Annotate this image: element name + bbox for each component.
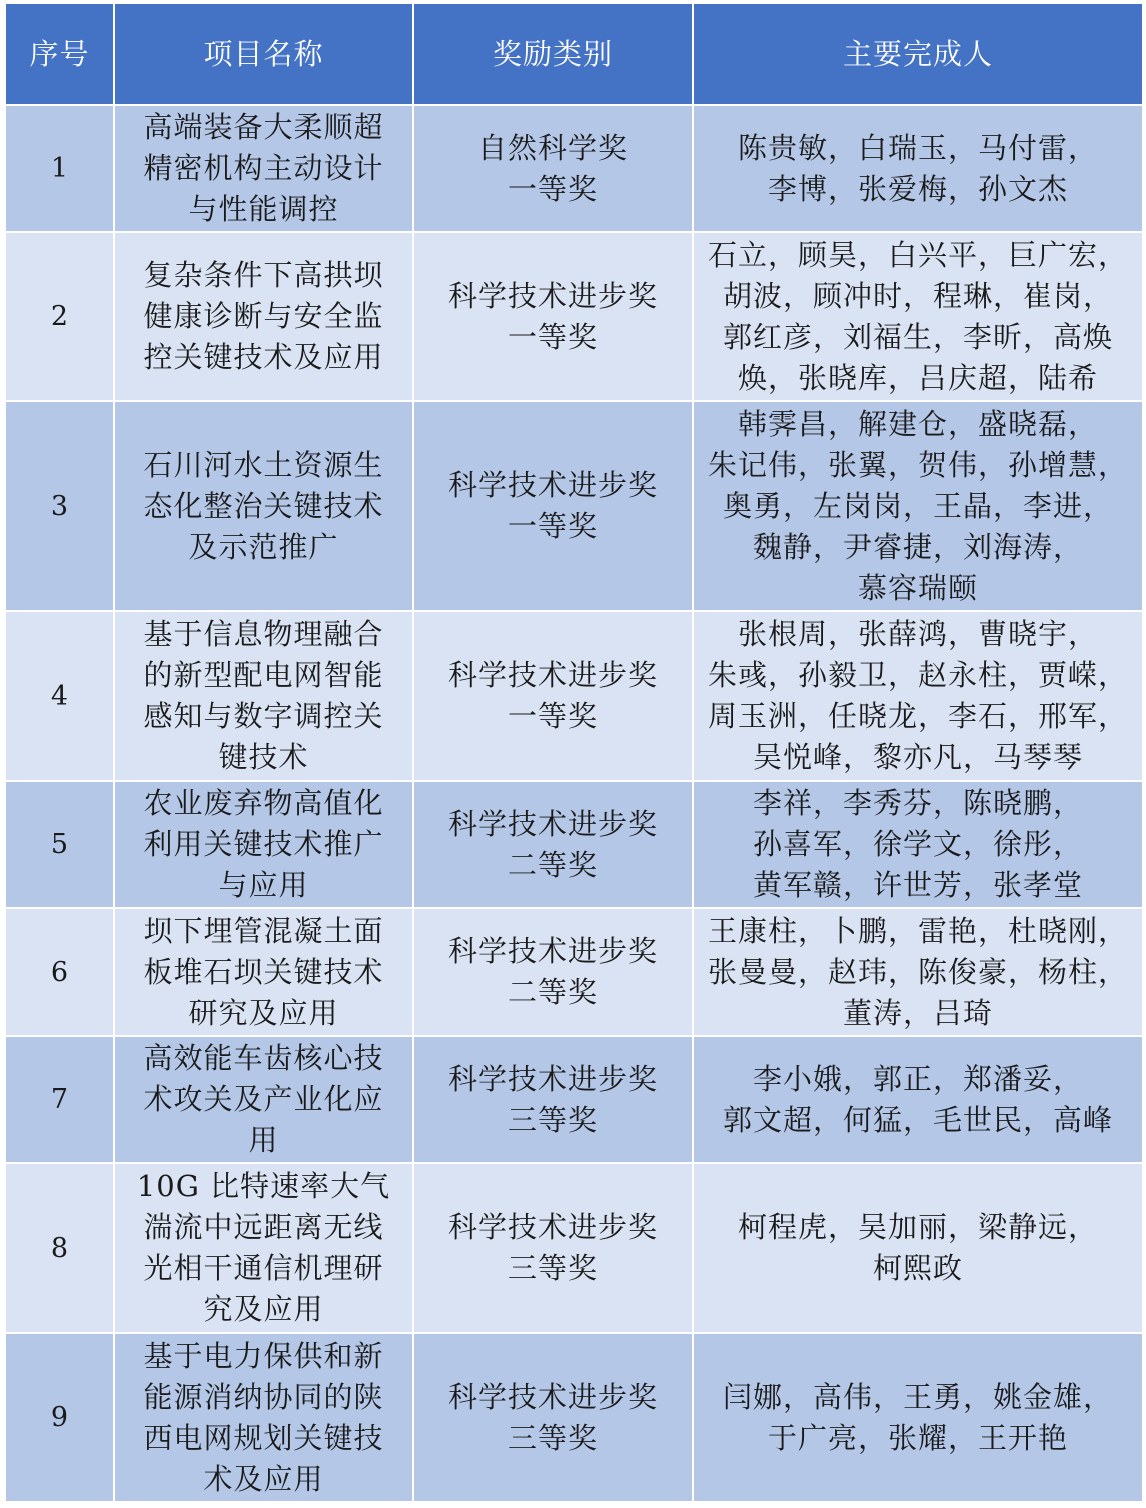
project-name-line: 石川河水土资源生 xyxy=(143,447,384,482)
row-no: 3 xyxy=(5,401,114,611)
contributors-line: 李祥，李秀芬，陈晓鹏， xyxy=(752,786,1083,820)
project-name xyxy=(114,401,413,611)
project-name-line: 10G 比特速率大气 xyxy=(136,1169,391,1203)
project-name-line: 复杂条件下高拱坝 xyxy=(143,258,384,292)
contributors xyxy=(693,611,1143,781)
contributors xyxy=(693,1333,1143,1502)
contributors-line: 柯熙政 xyxy=(872,1251,963,1285)
contributors-line: 石立，顾昊，白兴平，巨广宏， xyxy=(707,237,1128,272)
project-name-line: 控关键技术及应用 xyxy=(143,340,384,374)
project-name xyxy=(114,908,413,1036)
award-level: 三等奖 xyxy=(507,1102,598,1137)
row-no: 7 xyxy=(5,1036,114,1163)
project-name-line: 高效能车齿核心技 xyxy=(143,1041,384,1075)
award-category xyxy=(413,611,693,781)
project-name-line: 板堆石坝关键技术 xyxy=(143,954,384,989)
table-row xyxy=(5,1333,1143,1502)
project-name-line: 利用关键技术推广 xyxy=(143,827,384,861)
contributors-line: 董涛，吕琦 xyxy=(842,995,993,1030)
project-name xyxy=(114,105,413,232)
project-name-line: 坝下埋管混凝土面 xyxy=(143,913,384,948)
header-project-name: 项目名称 xyxy=(114,3,413,105)
row-no: 6 xyxy=(5,908,114,1036)
table-row xyxy=(5,611,1143,781)
project-name xyxy=(114,1333,413,1502)
project-name xyxy=(114,781,413,908)
award-type: 科学技术进步奖 xyxy=(447,1210,658,1244)
contributors-line: 李小娥，郭正，郑潘妥， xyxy=(752,1061,1083,1096)
contributors-line: 朱彧，孙毅卫，赵永柱，贾嵘， xyxy=(707,658,1128,692)
award-category xyxy=(413,232,693,401)
contributors-line: 韩霁昌，解建仓，盛晓磊， xyxy=(737,406,1098,441)
contributors xyxy=(693,401,1143,611)
award-level: 二等奖 xyxy=(507,975,598,1009)
award-category xyxy=(413,781,693,908)
row-no: 1 xyxy=(5,105,114,232)
award-level: 一等奖 xyxy=(507,171,598,206)
contributors-line: 于广亮，张耀，王开艳 xyxy=(767,1420,1068,1455)
award-level: 二等奖 xyxy=(507,847,598,882)
project-name-line: 究及应用 xyxy=(203,1292,324,1326)
award-level: 一等奖 xyxy=(507,509,598,543)
award-type: 科学技术进步奖 xyxy=(447,806,658,841)
row-no: 2 xyxy=(5,232,114,401)
row-no: 9 xyxy=(5,1333,114,1502)
project-name xyxy=(114,1163,413,1333)
header-no: 序号 xyxy=(5,3,114,105)
contributors-line: 王康柱，卜鹏，雷艳，杜晓刚， xyxy=(707,913,1128,948)
project-name-line: 术及应用 xyxy=(203,1461,324,1496)
contributors-line: 慕容瑞颐 xyxy=(857,570,978,605)
contributors-line: 胡波，顾冲时，程琳，崔岗， xyxy=(722,278,1113,313)
header-award-category: 奖励类别 xyxy=(413,3,693,105)
award-type: 科学技术进步奖 xyxy=(447,1379,658,1414)
table-row xyxy=(5,1036,1143,1163)
project-name-line: 精密机构主动设计 xyxy=(143,151,384,185)
row-no: 4 xyxy=(5,611,114,781)
award-category xyxy=(413,1036,693,1163)
contributors-line: 孙喜军，徐学文，徐彤， xyxy=(752,827,1083,861)
project-name-line: 高端装备大柔顺超 xyxy=(143,110,384,144)
header-main-contributors: 主要完成人 xyxy=(693,3,1143,105)
project-name-line: 键技术 xyxy=(218,740,309,774)
award-level: 三等奖 xyxy=(507,1420,598,1455)
project-name-line: 健康诊断与安全监 xyxy=(143,299,384,333)
project-name-line: 及示范推广 xyxy=(188,529,339,564)
contributors-line: 郭文超，何猛，毛世民，高峰 xyxy=(722,1102,1113,1137)
row-no: 8 xyxy=(5,1163,114,1333)
contributors-line: 吴悦峰，黎亦凡，马琴琴 xyxy=(752,740,1083,774)
contributors-line: 焕，张晓库，吕庆超，陆希 xyxy=(737,360,1098,395)
project-name xyxy=(114,611,413,781)
contributors xyxy=(693,1163,1143,1333)
table-row xyxy=(5,105,1143,232)
contributors-line: 李博，张爱梅，孙文杰 xyxy=(767,171,1068,206)
award-level: 一等奖 xyxy=(507,319,598,354)
table-body xyxy=(5,105,1143,1502)
contributors xyxy=(693,105,1143,232)
project-name-line: 基于电力保供和新 xyxy=(143,1338,384,1373)
project-name-line: 能源消纳协同的陕 xyxy=(143,1379,384,1414)
project-name-line: 用 xyxy=(248,1123,279,1157)
project-name xyxy=(114,232,413,401)
header-row xyxy=(5,3,1143,105)
contributors-line: 柯程虎，吴加丽，梁静远， xyxy=(737,1210,1098,1244)
award-type: 科学技术进步奖 xyxy=(447,934,658,968)
project-name-line: 感知与数字调控关 xyxy=(143,699,384,733)
project-name-line: 基于信息物理融合 xyxy=(143,617,384,651)
contributors-line: 朱记伟，张翼，贺伟，孙增慧， xyxy=(707,447,1128,482)
award-type: 科学技术进步奖 xyxy=(447,278,658,313)
award-category xyxy=(413,401,693,611)
award-category xyxy=(413,1163,693,1333)
project-name-line: 湍流中远距离无线 xyxy=(143,1210,384,1244)
project-name-line: 西电网规划关键技 xyxy=(143,1420,384,1455)
awards-table xyxy=(4,2,1144,1503)
row-no: 5 xyxy=(5,781,114,908)
award-category xyxy=(413,105,693,232)
project-name-line: 与应用 xyxy=(218,868,309,902)
table-header xyxy=(5,3,1143,105)
contributors xyxy=(693,1036,1143,1163)
contributors-line: 魏静，尹睿捷，刘海涛， xyxy=(752,529,1083,564)
award-level: 三等奖 xyxy=(507,1251,598,1285)
project-name-line: 态化整治关键技术 xyxy=(143,488,384,523)
award-category xyxy=(413,908,693,1036)
award-category xyxy=(413,1333,693,1502)
project-name-line: 光相干通信机理研 xyxy=(143,1251,384,1285)
project-name-line: 的新型配电网智能 xyxy=(143,658,384,692)
award-type: 自然科学奖 xyxy=(477,130,628,165)
contributors xyxy=(693,232,1143,401)
contributors-line: 陈贵敏，白瑞玉，马付雷， xyxy=(737,130,1098,165)
award-type: 科学技术进步奖 xyxy=(447,468,658,502)
contributors-line: 闫娜，高伟，王勇，姚金雄， xyxy=(722,1379,1113,1414)
project-name-line: 研究及应用 xyxy=(188,995,339,1030)
contributors xyxy=(693,908,1143,1036)
contributors-line: 周玉洲，任晓龙，李石，邢军， xyxy=(707,699,1128,733)
table-row xyxy=(5,781,1143,908)
contributors-line: 张根周，张薛鸿，曹晓宇， xyxy=(737,617,1098,651)
contributors xyxy=(693,781,1143,908)
contributors-line: 郭红彦，刘福生，李昕，高焕 xyxy=(722,319,1113,354)
project-name-line: 与性能调控 xyxy=(188,192,339,226)
project-name-line: 农业废弃物高值化 xyxy=(143,786,384,820)
award-type: 科学技术进步奖 xyxy=(447,658,658,692)
contributors-line: 黄军赣，许世芳，张孝堂 xyxy=(752,868,1083,902)
contributors-line: 奥勇，左岗岗，王晶，李进， xyxy=(722,488,1113,523)
project-name xyxy=(114,1036,413,1163)
contributors-line: 张曼曼，赵玮，陈俊豪，杨柱， xyxy=(707,954,1128,989)
award-type: 科学技术进步奖 xyxy=(447,1061,658,1096)
table-row xyxy=(5,232,1143,401)
table-row xyxy=(5,908,1143,1036)
table-row xyxy=(5,1163,1143,1333)
table-row xyxy=(5,401,1143,611)
award-level: 一等奖 xyxy=(507,699,598,733)
project-name-line: 术攻关及产业化应 xyxy=(143,1082,384,1116)
